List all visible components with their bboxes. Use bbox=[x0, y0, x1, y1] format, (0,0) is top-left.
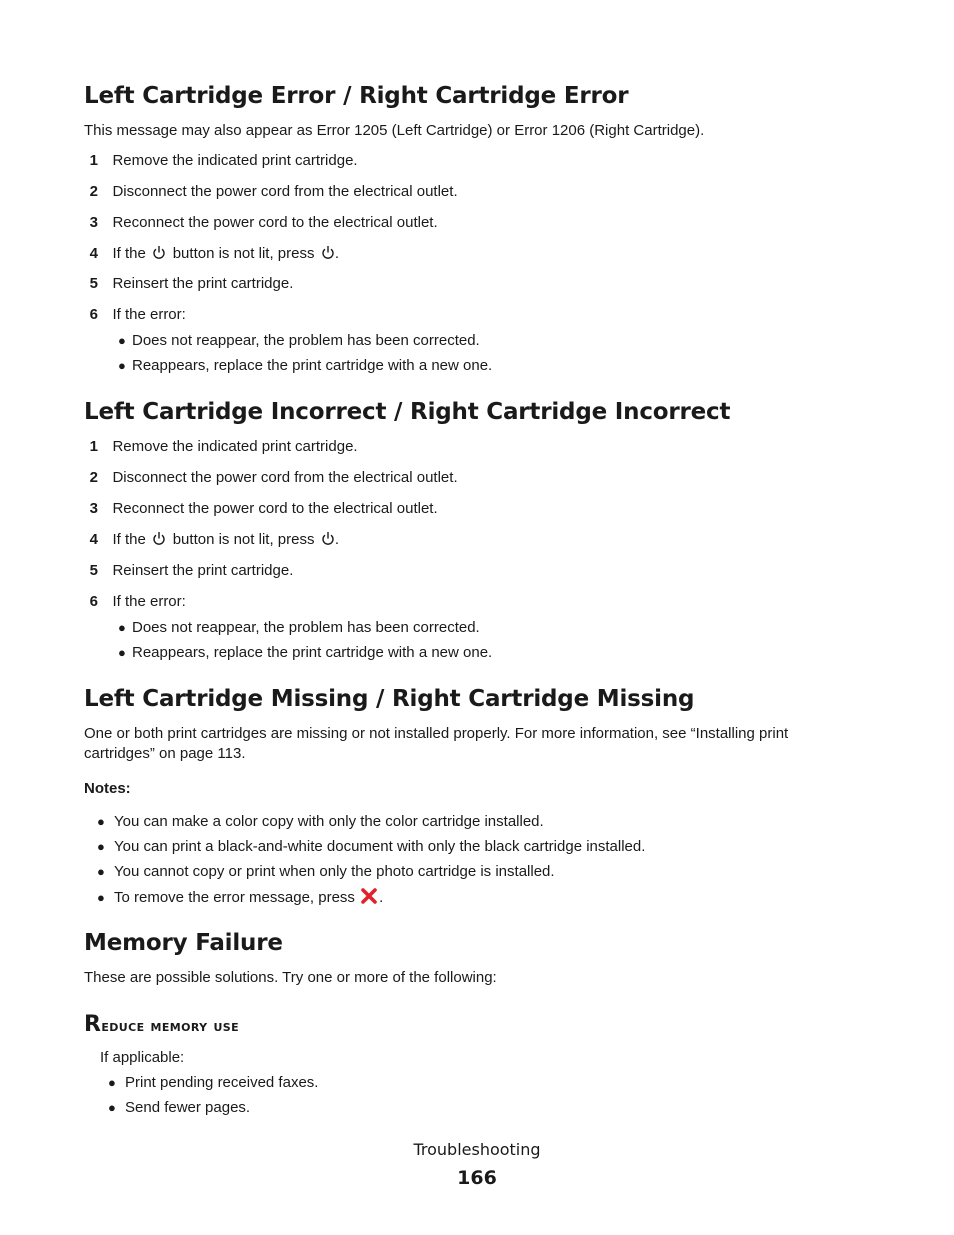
step-text: . bbox=[334, 245, 340, 262]
step-number: 4 bbox=[89, 531, 98, 548]
list-item bbox=[118, 356, 492, 376]
power-icon bbox=[321, 245, 335, 260]
bullet-glyph: ● bbox=[97, 814, 105, 829]
step-text: Remove the indicated print cartridge. bbox=[112, 438, 358, 455]
section-heading-cartridge-error: Left Cartridge Error / Right Cartridge Error bbox=[84, 83, 629, 109]
step-text: button is not lit, press bbox=[172, 531, 315, 548]
step-text: If the bbox=[112, 245, 146, 262]
step-number: 4 bbox=[89, 245, 98, 262]
power-icon bbox=[152, 245, 166, 260]
list-item-text: You can print a black-and-white document with only the black cartridge installed. bbox=[114, 838, 646, 855]
bullet-glyph: ● bbox=[118, 620, 126, 635]
page-number: 166 bbox=[457, 1167, 497, 1189]
cancel-x-icon bbox=[360, 887, 378, 905]
list-item-text: . bbox=[379, 889, 384, 906]
applicable-label: If applicable: bbox=[100, 1049, 185, 1066]
step-text: Disconnect the power cord from the electrical outlet. bbox=[112, 469, 458, 486]
step-text: button is not lit, press bbox=[172, 245, 315, 262]
step-item bbox=[84, 438, 358, 456]
step-number: 2 bbox=[89, 183, 98, 200]
list-item bbox=[97, 887, 383, 908]
list-item-text: Does not reappear, the problem has been corrected. bbox=[132, 619, 480, 636]
list-item bbox=[108, 1073, 318, 1093]
step-text: If the error: bbox=[112, 306, 186, 323]
bullet-glyph: ● bbox=[97, 864, 105, 879]
power-icon bbox=[152, 531, 166, 546]
step-number: 2 bbox=[89, 469, 98, 486]
step-item bbox=[84, 214, 438, 232]
bullet-glyph: ● bbox=[97, 839, 105, 854]
subheading-initial: R bbox=[84, 1012, 102, 1037]
footer-chapter-title: Troubleshooting bbox=[413, 1140, 541, 1159]
bullet-glyph: ● bbox=[108, 1075, 116, 1090]
list-item bbox=[97, 812, 544, 832]
bullet-glyph: ● bbox=[97, 890, 105, 905]
subheading-text: educe memory use bbox=[101, 1016, 240, 1035]
list-item-text: Does not reappear, the problem has been corrected. bbox=[132, 332, 480, 349]
list-item-text: To remove the error message, press bbox=[114, 889, 355, 906]
step-number: 1 bbox=[89, 152, 98, 169]
bullet-glyph: ● bbox=[118, 358, 126, 373]
step-number: 6 bbox=[89, 593, 98, 610]
list-item bbox=[108, 1098, 250, 1118]
step-text: Reconnect the power cord to the electrical outlet. bbox=[112, 214, 438, 231]
step-item bbox=[84, 183, 458, 201]
step-text: If the error: bbox=[112, 593, 186, 610]
step-text: Reinsert the print cartridge. bbox=[112, 562, 294, 579]
subsection-heading-reduce-memory bbox=[84, 1012, 239, 1037]
bullet-glyph: ● bbox=[118, 645, 126, 660]
step-item bbox=[84, 500, 438, 518]
step-item bbox=[84, 245, 339, 263]
step-item bbox=[84, 275, 293, 293]
list-item bbox=[118, 643, 492, 663]
list-item bbox=[97, 862, 555, 882]
notes-label: Notes: bbox=[84, 780, 131, 797]
step-number: 6 bbox=[89, 306, 98, 323]
step-item bbox=[84, 306, 186, 324]
power-icon bbox=[321, 531, 335, 546]
step-number: 1 bbox=[89, 438, 98, 455]
step-text: Disconnect the power cord from the electrical outlet. bbox=[112, 183, 458, 200]
step-text: . bbox=[334, 531, 340, 548]
step-text: Reinsert the print cartridge. bbox=[112, 275, 294, 292]
list-item-text: Send fewer pages. bbox=[125, 1099, 251, 1116]
section-heading-cartridge-incorrect: Left Cartridge Incorrect / Right Cartridge Incorrect bbox=[84, 399, 731, 425]
step-number: 3 bbox=[89, 214, 98, 231]
section-intro: One or both print cartridges are missing or not installed properly. For more information, see “Installing print cartridges” on page 113. bbox=[84, 725, 789, 762]
section-heading-cartridge-missing: Left Cartridge Missing / Right Cartridge Missing bbox=[84, 686, 695, 712]
step-number: 3 bbox=[89, 500, 98, 517]
list-item-text: Reappears, replace the print cartridge with a new one. bbox=[132, 644, 493, 661]
step-item bbox=[84, 593, 186, 611]
step-text: Reconnect the power cord to the electrical outlet. bbox=[112, 500, 438, 517]
bullet-glyph: ● bbox=[108, 1100, 116, 1115]
list-item bbox=[118, 618, 480, 638]
list-item-text: Reappears, replace the print cartridge with a new one. bbox=[132, 357, 493, 374]
step-text: If the bbox=[112, 531, 146, 548]
list-item-text: You can make a color copy with only the color cartridge installed. bbox=[114, 813, 544, 830]
step-number: 5 bbox=[89, 275, 98, 292]
step-number: 5 bbox=[89, 562, 98, 579]
section-heading-memory-failure: Memory Failure bbox=[84, 930, 283, 956]
step-item bbox=[84, 531, 339, 549]
section-intro: These are possible solutions. Try one or more of the following: bbox=[84, 969, 497, 986]
step-item bbox=[84, 469, 458, 487]
bullet-glyph: ● bbox=[118, 333, 126, 348]
step-item bbox=[84, 562, 293, 580]
list-item bbox=[118, 331, 480, 351]
step-item bbox=[84, 152, 358, 170]
list-item bbox=[97, 837, 645, 857]
list-item-text: Print pending received faxes. bbox=[125, 1074, 319, 1091]
step-text: Remove the indicated print cartridge. bbox=[112, 152, 358, 169]
list-item-text: You cannot copy or print when only the photo cartridge is installed. bbox=[114, 863, 555, 880]
section-intro: This message may also appear as Error 1205 (Left Cartridge) or Error 1206 (Right Cartridge). bbox=[84, 122, 705, 139]
